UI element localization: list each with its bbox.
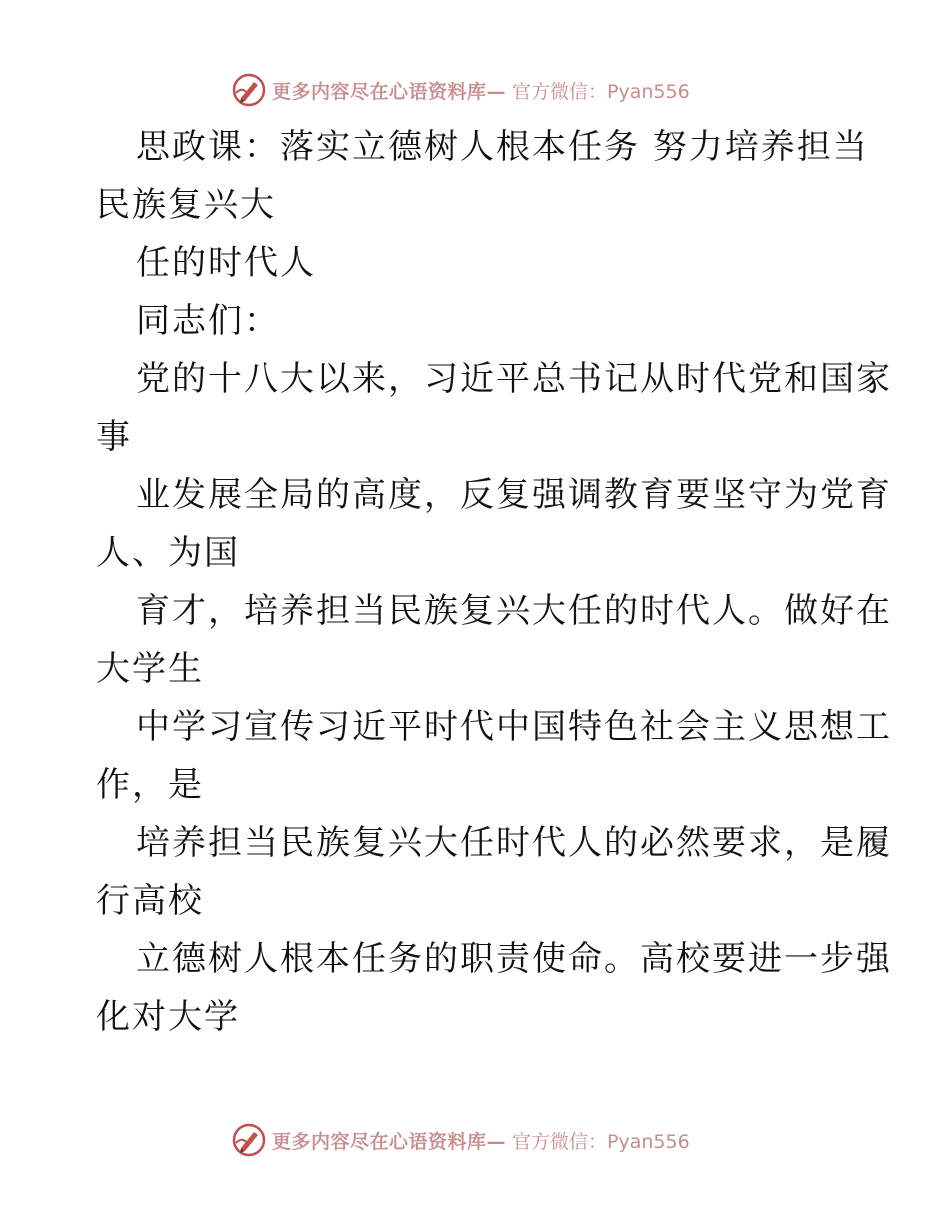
text-line: 立德树人根本任务的职责使命。高校要进一步强	[136, 939, 892, 979]
banner-site-text: 更多内容尽在心语资料库—	[272, 1130, 507, 1153]
pen-logo-icon	[232, 73, 266, 107]
text-line: 化对大学	[96, 997, 240, 1037]
text-line: 事	[96, 417, 132, 457]
text-line: 中学习宣传习近平时代中国特色社会主义思想工	[136, 707, 892, 747]
text-line: 行高校	[96, 881, 204, 921]
banner-site-text: 更多内容尽在心语资料库—	[272, 80, 507, 103]
document-body	[96, 118, 892, 1046]
text-line: 业发展全局的高度，反复强调教育要坚守为党育	[136, 475, 892, 515]
banner-wechat-text: 官方微信：Pyan556	[512, 1130, 690, 1153]
text-line: 作，是	[96, 765, 204, 805]
text-line: 民族复兴大	[96, 185, 276, 225]
text-line: 任的时代人	[136, 243, 316, 283]
text-line: 培养担当民族复兴大任时代人的必然要求，是履	[136, 823, 892, 863]
text-line: 大学生	[96, 649, 204, 689]
header-banner	[232, 72, 732, 108]
text-line: 人、为国	[96, 533, 240, 573]
text-line: 思政课：落实立德树人根本任务 努力培养担当	[136, 127, 869, 167]
footer-banner	[232, 1122, 732, 1158]
pen-logo-icon	[232, 1123, 266, 1157]
text-line: 同志们：	[136, 301, 280, 341]
banner-wechat-text: 官方微信：Pyan556	[512, 80, 690, 103]
text-line: 育才，培养担当民族复兴大任的时代人。做好在	[136, 591, 892, 631]
text-line: 党的十八大以来，习近平总书记从时代党和国家	[136, 359, 892, 399]
